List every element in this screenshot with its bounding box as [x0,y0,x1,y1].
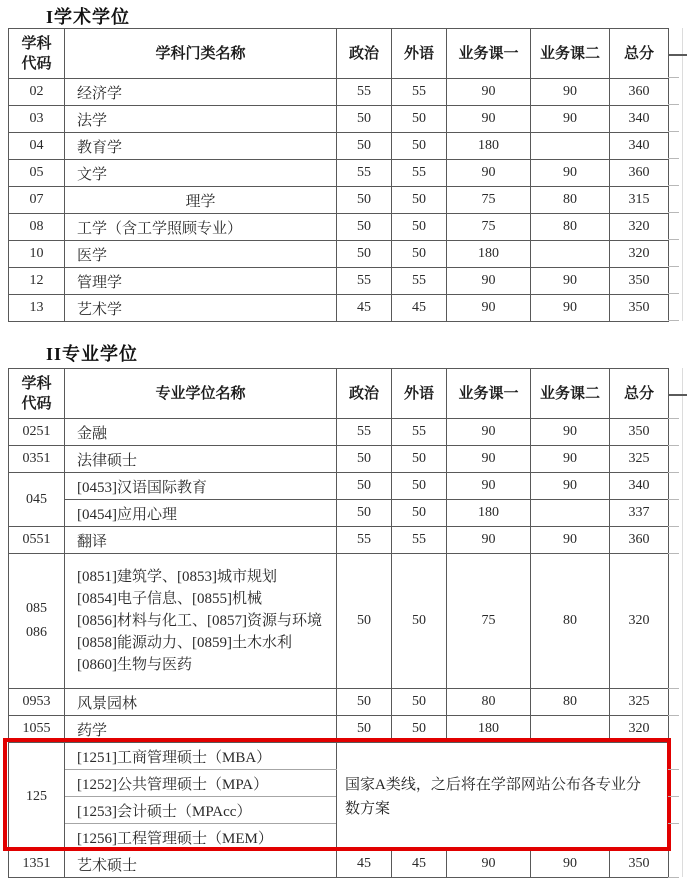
table-row-management-group [9,743,669,770]
program-cell: [1252]公共管理硕士（MPA） [65,770,337,797]
foreign-cell: 50 [392,241,447,268]
name-cell: 管理学 [65,268,337,295]
subject2-cell: 90 [531,473,610,500]
subject2-cell: 80 [531,554,610,689]
subject2-cell: 90 [531,106,610,133]
cropped-gridline-artifact [668,104,679,105]
cropped-gridline-artifact [668,688,679,689]
subject2-cell: 90 [531,268,610,295]
name-cell: 教育学 [65,133,337,160]
foreign-cell: 50 [392,554,447,689]
header-politics: 政治 [337,369,392,419]
table-row [9,241,669,268]
total-cell: 315 [610,187,669,214]
table-row [9,187,669,214]
subject1-cell: 180 [447,241,531,268]
total-cell: 325 [610,689,669,716]
professional-degree-table [8,368,669,878]
cropped-gridline-artifact [668,769,679,770]
table-row-engineering-group [9,554,669,689]
total-cell: 360 [610,160,669,187]
table-row [9,851,669,878]
header-foreign-language: 外语 [392,29,447,79]
cropped-gridline-artifact [668,877,679,878]
subject1-cell: 75 [447,214,531,241]
foreign-cell: 55 [392,419,447,446]
subject2-cell [531,500,610,527]
foreign-cell: 55 [392,160,447,187]
subject2-cell: 90 [531,160,610,187]
subject1-cell: 90 [447,295,531,322]
foreign-cell: 55 [392,527,447,554]
code-cell: 0351 [9,446,65,473]
subject1-cell: 90 [447,268,531,295]
code-cell: 13 [9,295,65,322]
foreign-cell: 50 [392,689,447,716]
name-cell: 风景园林 [65,689,337,716]
total-cell: 350 [610,851,669,878]
subject1-cell: 90 [447,446,531,473]
cropped-gridline-artifact [668,320,679,321]
cropped-header-dash-artifact [669,54,687,56]
cropped-gridline-artifact [668,239,679,240]
table-row [9,295,669,322]
subject2-cell: 90 [531,446,610,473]
header-subject1: 业务课一 [447,369,531,419]
code-cell: 1055 [9,716,65,743]
subject2-cell: 90 [531,851,610,878]
cropped-gridline-artifact [668,266,679,267]
table-row [9,133,669,160]
subject2-cell [531,716,610,743]
politics-cell: 55 [337,419,392,446]
name-cell: 文学 [65,160,337,187]
section-title-academic: I学术学位 [46,7,131,27]
subject1-cell: 75 [447,554,531,689]
header-total: 总分 [610,29,669,79]
code-cell: 085 086 [9,554,65,689]
cropped-gridline-artifact [668,158,679,159]
table-row [9,716,669,743]
table-row [9,527,669,554]
name-cell: 医学 [65,241,337,268]
foreign-cell: 50 [392,500,447,527]
program-cell: [1253]会计硕士（MPAcc） [65,797,337,824]
code-cell: 12 [9,268,65,295]
header-code: 学科 代码 [9,29,65,79]
remark-text: 国家A类线，之后将在学部网站公布各专业分数方案 [345,776,641,817]
name-cell: [0453]汉语国际教育 [65,473,337,500]
subject2-cell: 90 [531,295,610,322]
subject1-cell: 90 [447,473,531,500]
foreign-cell: 45 [392,295,447,322]
foreign-cell: 50 [392,106,447,133]
name-cell: 法学 [65,106,337,133]
header-politics: 政治 [337,29,392,79]
subject1-cell: 75 [447,187,531,214]
name-cell: [0454]应用心理 [65,500,337,527]
subject1-cell: 90 [447,160,531,187]
name-cell: 金融 [65,419,337,446]
subject2-cell: 80 [531,187,610,214]
politics-cell: 50 [337,214,392,241]
cropped-gridline-artifact [668,212,679,213]
cropped-gridline-artifact [668,553,679,554]
politics-cell: 55 [337,79,392,106]
cropped-gridline-artifact [668,715,679,716]
total-cell: 320 [610,241,669,268]
code-cell: 07 [9,187,65,214]
subject1-cell: 90 [447,527,531,554]
subject2-cell: 80 [531,689,610,716]
code-cell: 0251 [9,419,65,446]
politics-cell: 50 [337,689,392,716]
politics-cell: 55 [337,527,392,554]
header-subject2: 业务课二 [531,369,610,419]
cropped-gridline-artifact [668,185,679,186]
subject2-cell [531,241,610,268]
table-row [9,79,669,106]
code-cell: 1351 [9,851,65,878]
cropped-gridline-artifact [668,77,679,78]
name-cell: 艺术硕士 [65,851,337,878]
cropped-gridline-artifact [668,472,679,473]
table-row [9,106,669,133]
code-cell: 045 [9,473,65,527]
subject2-cell: 90 [531,79,610,106]
cropped-gridline-artifact [668,418,679,419]
subject1-cell: 180 [447,500,531,527]
code-cell: 125 [9,743,65,851]
header-total: 总分 [610,369,669,419]
name-cell: [0851]建筑学、[0853]城市规划 [0854]电子信息、[0855]机械 [0856]材料与化工、[0857]资源与环境 [0858]能源动力、[0859]土木水利 [0860]生物与医药 [65,554,337,689]
name-cell: 理学 [65,187,337,214]
foreign-cell: 50 [392,446,447,473]
foreign-cell: 50 [392,716,447,743]
total-cell: 340 [610,133,669,160]
code-cell: 08 [9,214,65,241]
name-cell: 经济学 [65,79,337,106]
total-cell: 360 [610,527,669,554]
politics-cell: 55 [337,268,392,295]
politics-cell: 45 [337,295,392,322]
cropped-column-divider-artifact [682,28,683,321]
table-header-row [9,29,669,79]
cropped-column-divider-artifact [682,368,683,877]
cropped-gridline-artifact [668,445,679,446]
header-category-name: 学科门类名称 [65,29,337,79]
name-cell: 药学 [65,716,337,743]
code-cell: 10 [9,241,65,268]
foreign-cell: 50 [392,133,447,160]
code-cell: 02 [9,79,65,106]
foreign-cell: 50 [392,473,447,500]
code-cell: 0953 [9,689,65,716]
cropped-gridline-artifact [668,131,679,132]
header-subject2: 业务课二 [531,29,610,79]
politics-cell: 50 [337,106,392,133]
cropped-gridline-artifact [668,526,679,527]
subject1-cell: 90 [447,79,531,106]
academic-degree-table [8,28,669,322]
foreign-cell: 45 [392,851,447,878]
total-cell: 350 [610,295,669,322]
name-cell: 工学（含工学照顾专业） [65,214,337,241]
politics-cell: 50 [337,187,392,214]
subject2-cell: 90 [531,419,610,446]
total-cell: 350 [610,268,669,295]
cropped-header-dash-artifact [669,394,687,396]
politics-cell: 50 [337,554,392,689]
header-degree-name: 专业学位名称 [65,369,337,419]
subject2-cell [531,133,610,160]
table-row [9,268,669,295]
total-cell: 350 [610,419,669,446]
subject1-cell: 180 [447,716,531,743]
header-foreign-language: 外语 [392,369,447,419]
header-subject1: 业务课一 [447,29,531,79]
code-cell: 03 [9,106,65,133]
table-row [9,500,669,527]
total-cell: 320 [610,716,669,743]
cropped-gridline-artifact [668,796,679,797]
code-cell: 0551 [9,527,65,554]
table-header-row [9,369,669,419]
table-row [9,473,669,500]
foreign-cell: 55 [392,79,447,106]
politics-cell: 50 [337,716,392,743]
table-row [9,214,669,241]
politics-cell: 55 [337,160,392,187]
politics-cell: 50 [337,500,392,527]
total-cell: 325 [610,446,669,473]
subject1-cell: 180 [447,133,531,160]
subject1-cell: 90 [447,851,531,878]
subject1-cell: 90 [447,106,531,133]
politics-cell: 50 [337,473,392,500]
header-code: 学科 代码 [9,369,65,419]
name-cell: 法律硕士 [65,446,337,473]
total-cell: 320 [610,554,669,689]
table-row [9,446,669,473]
total-cell: 360 [610,79,669,106]
section-title-professional: II专业学位 [46,344,139,364]
cropped-gridline-artifact [668,823,679,824]
foreign-cell: 50 [392,214,447,241]
politics-cell: 50 [337,446,392,473]
politics-cell: 45 [337,851,392,878]
subject2-cell: 80 [531,214,610,241]
cropped-gridline-artifact [668,499,679,500]
total-cell: 340 [610,106,669,133]
subject1-cell: 90 [447,419,531,446]
table-row [9,419,669,446]
cropped-gridline-artifact [668,293,679,294]
table-row [9,160,669,187]
program-cell: [1251]工商管理硕士（MBA） [65,743,337,770]
politics-cell: 50 [337,241,392,268]
foreign-cell: 50 [392,187,447,214]
code-cell: 05 [9,160,65,187]
program-cell: [1256]工程管理硕士（MEM） [65,824,337,851]
name-cell: 翻译 [65,527,337,554]
politics-cell: 50 [337,133,392,160]
foreign-cell: 55 [392,268,447,295]
table-row [9,689,669,716]
code-cell: 04 [9,133,65,160]
total-cell: 320 [610,214,669,241]
name-cell: 艺术学 [65,295,337,322]
remark-cell [337,743,669,851]
total-cell: 340 [610,473,669,500]
total-cell: 337 [610,500,669,527]
subject1-cell: 80 [447,689,531,716]
subject2-cell: 90 [531,527,610,554]
